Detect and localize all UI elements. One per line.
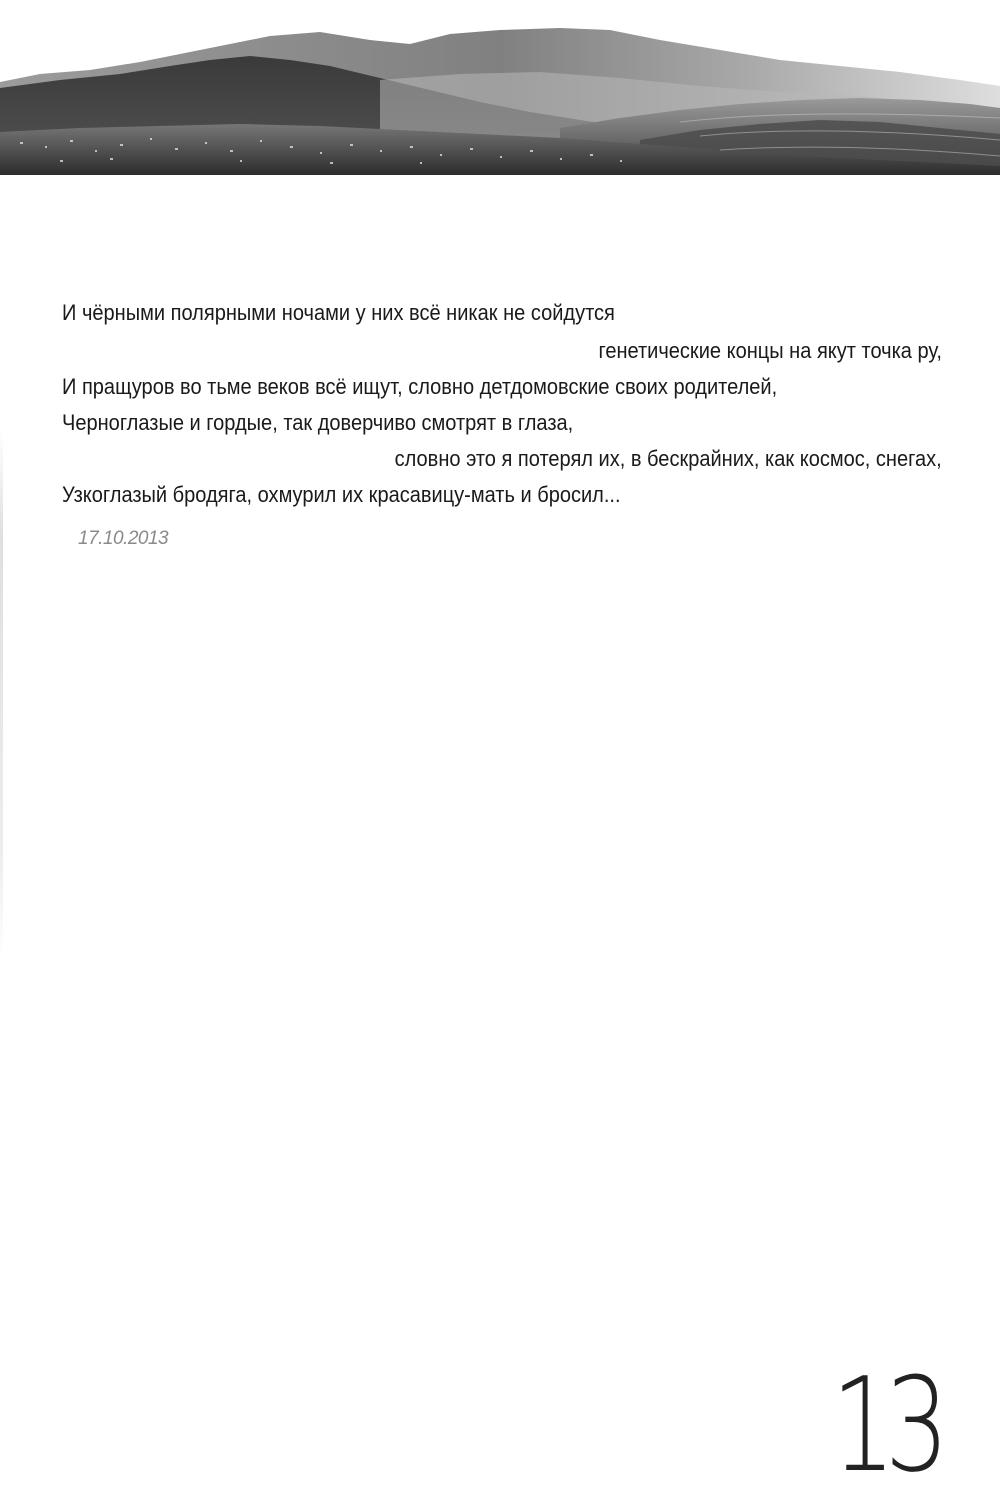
poem-line: Черноглазые и гордые, так доверчиво смотрят в глаза, [62,410,574,435]
page-edge-shadow [0,430,3,960]
poem-line: словно это я потерял их, в бескрайних, как космос, снегах, [394,446,942,471]
poem-date: 17.10.2013 [78,528,169,549]
page-number: 13 [830,1349,938,1501]
poem-line: Узкоглазый бродяга, охмурил их красавицу-мать и бросил... [62,482,621,507]
landscape-banner-image [0,0,1000,175]
poem-line: генетические концы на якут точка ру, [598,338,942,363]
poem-line: И пращуров во тьме веков всё ищут, словно детдомовские своих родителей, [62,374,778,399]
poem-line: И чёрными полярными ночами у них всё никак не сойдутся [62,300,615,325]
